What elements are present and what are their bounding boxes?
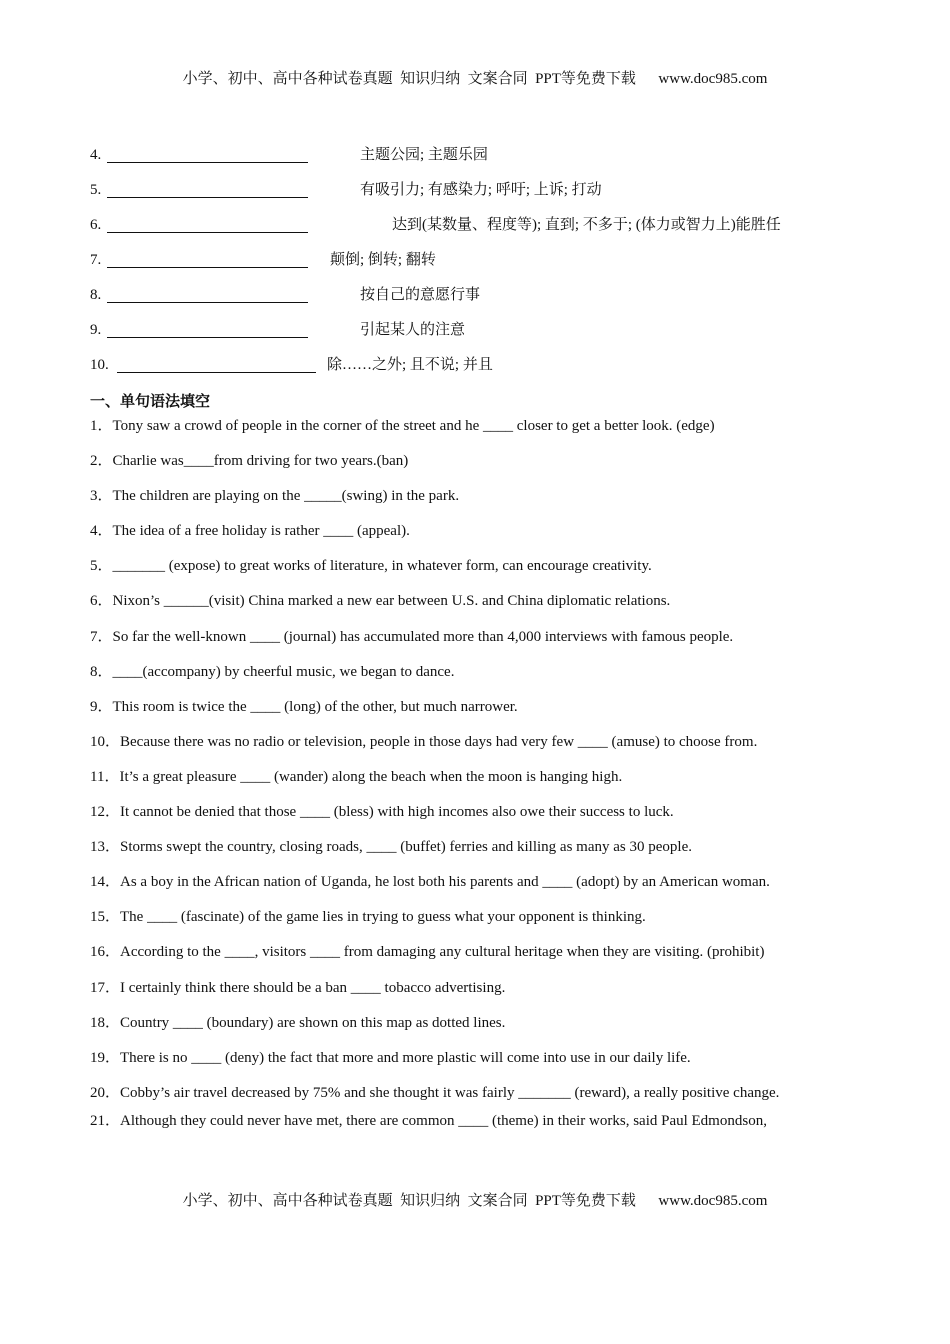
question-number: 10． bbox=[90, 733, 121, 750]
question-number: 7． bbox=[90, 628, 113, 645]
question-text: So far the well-known ____ (journal) has accumulated more than 4,000 interviews with famous people. bbox=[112, 628, 734, 645]
question-item bbox=[90, 660, 870, 695]
answer-blank[interactable] bbox=[107, 337, 308, 338]
vocab-number: 5. bbox=[90, 182, 102, 198]
question-text: _______ (expose) to great works of literature, in whatever form, can encourage creativity. bbox=[112, 558, 652, 575]
section-title: 一、单句语法填空 bbox=[90, 394, 211, 410]
vocab-definition: 除……之外; 且不说; 并且 bbox=[327, 357, 493, 373]
question-item bbox=[90, 695, 870, 730]
question-item bbox=[90, 800, 870, 835]
question-item bbox=[90, 730, 870, 765]
vocab-definition: 主题公园; 主题乐园 bbox=[360, 147, 488, 163]
vocab-number: 7. bbox=[90, 252, 102, 268]
vocab-definition: 达到(某数量、程度等); 直到; 不多于; (体力或智力上)能胜任 bbox=[392, 217, 781, 233]
question-text: Nixon’s ______(visit) China marked a new ear between U.S. and China diplomatic relations. bbox=[112, 593, 671, 610]
question-item bbox=[90, 905, 870, 940]
question-text: ____(accompany) by cheerful music, we began to dance. bbox=[112, 663, 455, 680]
question-number: 2． bbox=[90, 453, 113, 470]
question-item bbox=[90, 449, 870, 484]
question-item bbox=[90, 484, 870, 519]
question-text: There is no ____ (deny) the fact that more and more plastic will come into use in our daily life. bbox=[120, 1049, 691, 1066]
question-item bbox=[90, 940, 870, 975]
question-item bbox=[90, 1109, 870, 1144]
vocab-row bbox=[90, 354, 890, 389]
question-item bbox=[90, 589, 870, 624]
question-item bbox=[90, 835, 870, 870]
question-item bbox=[90, 976, 870, 1011]
question-number: 12． bbox=[90, 804, 121, 821]
question-text: According to the ____, visitors ____ from damaging any cultural heritage when they are visiting. (prohibit) bbox=[120, 944, 765, 961]
vocab-row bbox=[90, 284, 890, 319]
question-number: 15． bbox=[90, 909, 121, 926]
page-header: 小学、初中、高中各种试卷真题 知识归纳 文案合同 PPT等免费下载 www.doc985.com bbox=[182, 71, 768, 87]
question-number: 1． bbox=[90, 418, 113, 434]
question-number: 3． bbox=[90, 488, 113, 505]
question-text: Tony saw a crowd of people in the corner of the street and he ____ closer to get a better look. (edge) bbox=[112, 418, 715, 434]
question-text: Country ____ (boundary) are shown on this map as dotted lines. bbox=[120, 1014, 506, 1031]
vocab-number: 4. bbox=[90, 147, 102, 163]
vocab-row bbox=[90, 319, 890, 354]
question-item bbox=[90, 870, 870, 905]
answer-blank[interactable] bbox=[107, 267, 308, 268]
question-text: This room is twice the ____ (long) of the other, but much narrower. bbox=[112, 698, 518, 715]
question-text: The ____ (fascinate) of the game lies in trying to guess what your opponent is thinking. bbox=[120, 909, 646, 926]
question-number: 13． bbox=[90, 839, 121, 856]
question-item bbox=[90, 414, 870, 449]
question-number: 4． bbox=[90, 523, 113, 540]
question-text: I certainly think there should be a ban ____ tobacco advertising. bbox=[120, 979, 506, 996]
answer-blank[interactable] bbox=[107, 197, 308, 198]
question-text: Cobby’s air travel decreased by 75% and she thought it was fairly _______ (reward), a really positive change. bbox=[120, 1084, 780, 1101]
question-number: 19． bbox=[90, 1049, 121, 1066]
vocab-row bbox=[90, 179, 890, 214]
question-text: Because there was no radio or television, people in those days had very few ____ (amuse) to choose from. bbox=[120, 733, 758, 750]
question-number: 20． bbox=[90, 1084, 121, 1101]
page-footer: 小学、初中、高中各种试卷真题 知识归纳 文案合同 PPT等免费下载 www.doc985.com bbox=[182, 1193, 768, 1209]
answer-blank[interactable] bbox=[107, 162, 308, 163]
question-number: 11． bbox=[90, 768, 120, 785]
vocab-definition: 引起某人的注意 bbox=[360, 322, 466, 338]
question-list bbox=[90, 414, 870, 1144]
question-number: 17． bbox=[90, 979, 121, 996]
answer-blank[interactable] bbox=[107, 232, 308, 233]
question-number: 8． bbox=[90, 663, 113, 680]
vocab-definition: 颠倒; 倒转; 翻转 bbox=[330, 252, 436, 268]
question-item bbox=[90, 1011, 870, 1046]
question-number: 9． bbox=[90, 698, 113, 715]
vocab-row bbox=[90, 144, 890, 179]
question-text: The idea of a free holiday is rather ____ (appeal). bbox=[112, 523, 410, 540]
question-number: 6． bbox=[90, 593, 113, 610]
question-number: 16． bbox=[90, 944, 121, 961]
question-number: 18． bbox=[90, 1014, 121, 1031]
vocab-number: 10. bbox=[90, 357, 109, 373]
question-text: Charlie was____from driving for two years.(ban) bbox=[112, 453, 409, 470]
question-text: The children are playing on the _____(swing) in the park. bbox=[112, 488, 460, 505]
question-item bbox=[90, 554, 870, 589]
question-text: Although they could never have met, there are common ____ (theme) in their works, said Paul Edmondson, bbox=[120, 1112, 767, 1129]
question-text: As a boy in the African nation of Uganda, he lost both his parents and ____ (adopt) by an American woman. bbox=[120, 874, 770, 891]
vocab-definition: 有吸引力; 有感染力; 呼吁; 上诉; 打动 bbox=[360, 182, 602, 198]
vocab-definition: 按自己的意愿行事 bbox=[360, 287, 481, 303]
question-item bbox=[90, 625, 870, 660]
vocab-row bbox=[90, 249, 890, 284]
question-text: Storms swept the country, closing roads, ____ (buffet) ferries and killing as many as 30 people. bbox=[120, 839, 692, 856]
vocab-list bbox=[90, 144, 890, 389]
question-number: 5． bbox=[90, 558, 113, 575]
question-number: 21． bbox=[90, 1112, 121, 1129]
question-text: It’s a great pleasure ____ (wander) along the beach when the moon is hanging high. bbox=[119, 768, 623, 785]
vocab-row bbox=[90, 214, 890, 249]
question-item bbox=[90, 765, 870, 800]
answer-blank[interactable] bbox=[107, 302, 308, 303]
vocab-number: 9. bbox=[90, 322, 102, 338]
question-item bbox=[90, 1074, 815, 1112]
question-text: It cannot be denied that those ____ (bless) with high incomes also owe their success to luck. bbox=[120, 804, 674, 821]
answer-blank[interactable] bbox=[117, 372, 316, 373]
question-item bbox=[90, 519, 870, 554]
vocab-number: 8. bbox=[90, 287, 102, 303]
vocab-number: 6. bbox=[90, 217, 102, 233]
question-number: 14． bbox=[90, 874, 121, 891]
